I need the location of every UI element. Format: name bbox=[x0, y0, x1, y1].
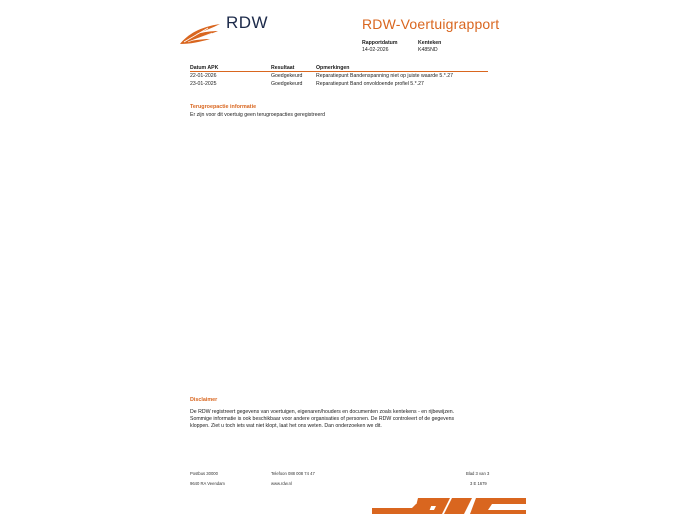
disclaimer-line: kloppen. Ziet u toch iets wat niet klopt, laat het ons weten. Dan onderzoeken we dit. bbox=[190, 423, 382, 429]
table-row bbox=[190, 80, 488, 88]
header-result: Resultaat bbox=[271, 65, 295, 71]
footer-city: 9640 RA Veendam bbox=[190, 481, 225, 486]
disclaimer-text bbox=[190, 409, 490, 430]
report-date bbox=[362, 40, 397, 54]
row-remark: Reparatiepunt Band onvoldoende profiel 5.*.27 bbox=[316, 80, 424, 87]
license-plate bbox=[418, 40, 441, 54]
license-plate-label: Kenteken bbox=[418, 40, 442, 46]
row-date: 23-01-2025 bbox=[190, 80, 217, 87]
footer-web[interactable]: www.rdw.nl bbox=[271, 481, 292, 486]
report-date-label: Rapportdatum bbox=[362, 40, 398, 46]
disclaimer-title: Disclaimer bbox=[190, 397, 218, 403]
row-remark: Reparatiepunt Bandenspanning niet op juiste waarde 5.*.27 bbox=[316, 73, 453, 79]
recall-title: Terugroepactie informatie bbox=[190, 104, 257, 110]
footer-code: 3 E 1679 bbox=[470, 481, 487, 486]
apk-table-header bbox=[190, 64, 488, 72]
apk-table bbox=[190, 64, 488, 87]
footer-page-number: Blad 3 van 3 bbox=[466, 471, 490, 476]
report-title: RDW-Voertuigrapport bbox=[362, 16, 500, 32]
row-result: Goedgekeurd bbox=[271, 73, 303, 79]
footer-phone: Telefoon 088 008 74 47 bbox=[271, 471, 315, 476]
disclaimer-line: De RDW registreert gegevens van voertuigen, eigenaren/houders en documenten zoals kentekens - en rijbewijzen. bbox=[190, 409, 455, 415]
header-date: Datum APK bbox=[190, 65, 219, 71]
table-row bbox=[190, 72, 488, 80]
logo-text: RDW bbox=[226, 13, 269, 32]
header-remarks: Opmerkingen bbox=[316, 65, 350, 71]
row-date: 22-01-2026 bbox=[190, 73, 217, 79]
row-result: Goedgekeurd bbox=[271, 80, 303, 87]
report-date-value: 14-02-2026 bbox=[362, 47, 389, 53]
license-plate-value: K485ND bbox=[418, 47, 438, 53]
rdw-stripes-graphic-icon bbox=[372, 498, 526, 514]
rdw-logo-icon bbox=[178, 22, 222, 46]
recall-text: Er zijn voor dit voertuig geen terugroepacties geregistreerd bbox=[190, 112, 325, 118]
disclaimer-line: Sommige informatie is ook beschikbaar voor andere organisaties of personen. De RDW controleert of de gegevens bbox=[190, 416, 455, 422]
footer-postbus: Postbus 30000 bbox=[190, 471, 218, 476]
